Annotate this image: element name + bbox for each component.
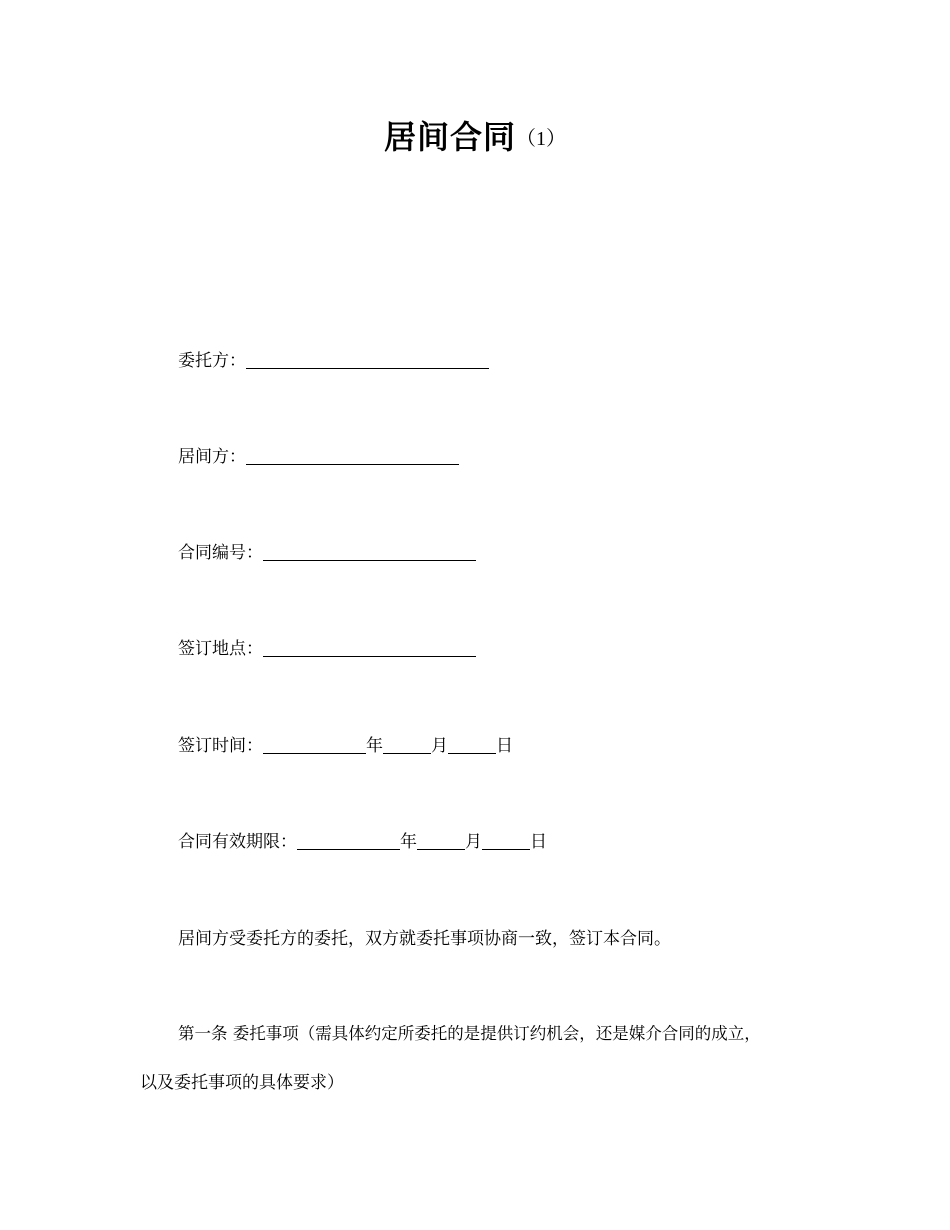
sign-time-field (178, 731, 513, 756)
validity-month-blank (417, 831, 465, 850)
year-blank (263, 735, 366, 754)
month-label: 月 (431, 736, 448, 756)
title-suffix: （1） (516, 128, 566, 150)
sign-time-label: 签订时间： (178, 736, 263, 756)
document-title (0, 112, 950, 158)
validity-label: 合同有效期限： (178, 832, 297, 852)
intro-paragraph: 居间方受委托方的委托，双方就委托事项协商一致，签订本合同。 (178, 929, 671, 949)
client-label: 委托方： (178, 351, 246, 371)
article1-line2: 以及委托事项的具体要求） (140, 1073, 344, 1093)
validity-year-label: 年 (400, 832, 417, 852)
broker-blank (246, 446, 459, 465)
article1-line1: 第一条 委托事项（需具体约定所委托的是提供订约机会，还是媒介合同的成立， (178, 1024, 761, 1043)
client-blank (246, 350, 489, 369)
validity-field (178, 827, 547, 852)
validity-month-label: 月 (465, 832, 482, 852)
month-blank (383, 735, 431, 754)
sign-place-field (178, 634, 476, 659)
year-label: 年 (366, 736, 383, 756)
sign-place-blank (263, 638, 476, 657)
contract-no-field (178, 538, 476, 563)
client-field (178, 346, 489, 371)
sign-place-label: 签订地点： (178, 639, 263, 659)
contract-no-label: 合同编号： (178, 543, 263, 563)
title-text: 居间合同 (383, 118, 516, 156)
validity-day-label: 日 (530, 832, 547, 852)
broker-label: 居间方： (178, 447, 246, 467)
validity-year-blank (297, 831, 400, 850)
validity-day-blank (482, 831, 530, 850)
broker-field (178, 442, 459, 467)
day-label: 日 (496, 736, 513, 756)
day-blank (448, 735, 496, 754)
contract-no-blank (263, 542, 476, 561)
